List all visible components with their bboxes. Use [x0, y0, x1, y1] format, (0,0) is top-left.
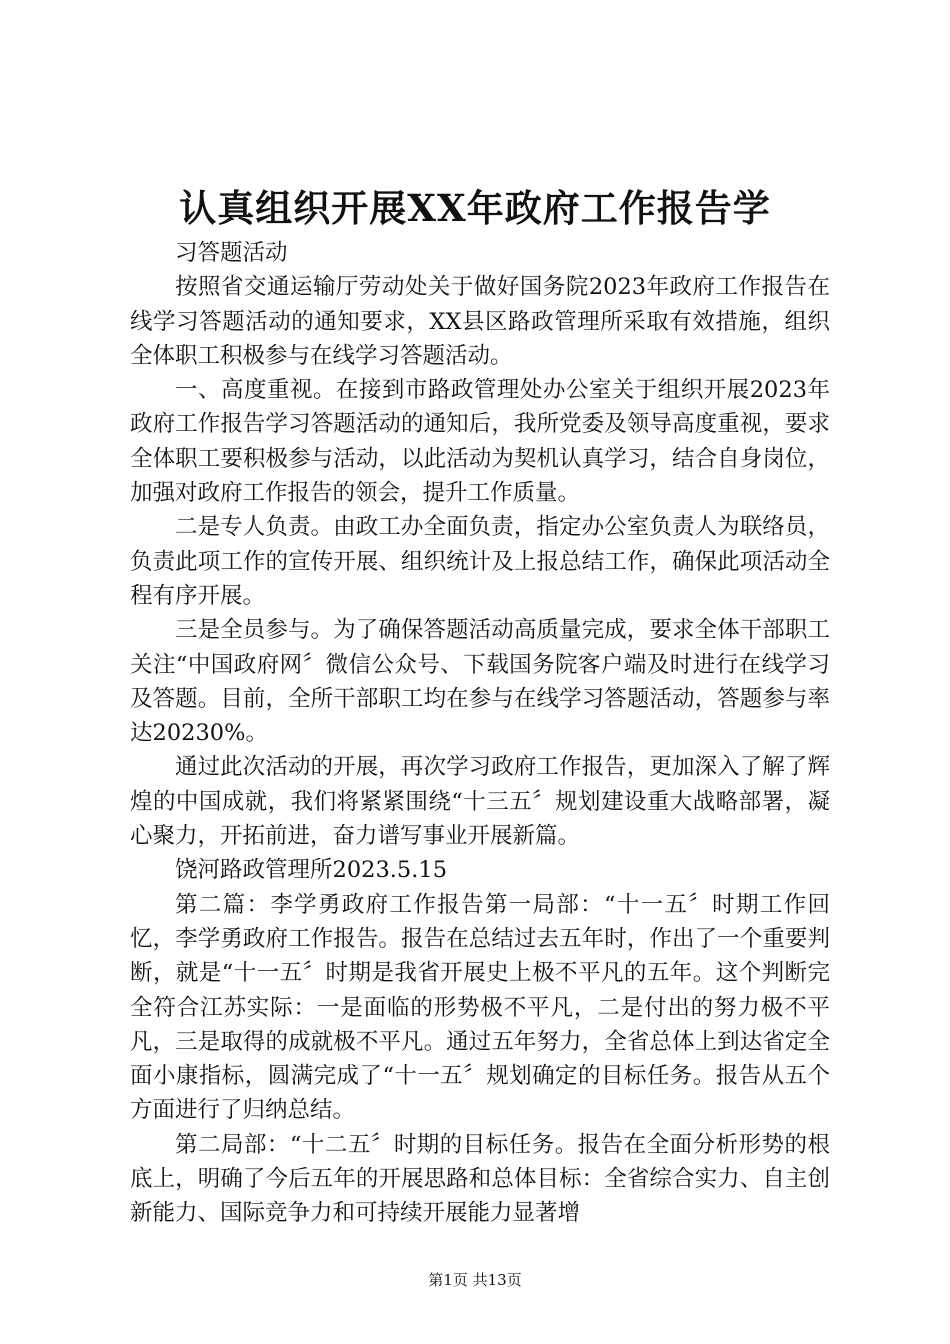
- page-number-footer: 第1页 共13页: [428, 1271, 522, 1289]
- paragraph-conclusion: 通过此次活动的开展，再次学习政府工作报告，更加深入了解了辉煌的中国成就，我们将紧紧围绕“十三五〞规划建设重大战略部署，凝心聚力，开拓前进，奋力谱写事业开展新篇。: [130, 754, 830, 850]
- paragraph-point-one: 一、高度重视。在接到市路政管理处办公室关于组织开展2023年政府工作报告学习答题活动的通知后，我所党委及领导高度重视，要求全体职工要积极参与活动，以此活动为契机认真学习，结合自身岗位，加强对政府工作报告的领会，提升工作质量。: [130, 377, 830, 507]
- document-title: 认真组织开展XX年政府工作报告学: [179, 186, 771, 230]
- paragraph-second-article-part-two: 第二局部：“十二五〞时期的目标任务。报告在全面分析形势的根底上，明确了今后五年的开展思路和总体目标：全省综合实力、自主创新能力、国际竞争力和可持续开展能力显著增: [130, 1131, 830, 1227]
- paragraph-point-three: 三是全员参与。为了确保答题活动高质量完成，要求全体干部职工关注“中国政府网〞微信公众号、下载国务院客户端及时进行在线学习及答题。目前，全所干部职工均在参与在线学习答题活动，答题参与率达20230%。: [130, 617, 830, 747]
- paragraph-intro: 按照省交通运输厅劳动处关于做好国务院2023年政府工作报告在线学习答题活动的通知要求，XX县区路政管理所采取有效措施，组织全体职工积极参与在线学习答题活动。: [130, 274, 830, 369]
- document-body: [130, 236, 830, 1231]
- paragraph-point-two: 二是专人负责。由政工办全面负责，指定办公室负责人为联络员，负责此项工作的宣传开展、组织统计及上报总结工作，确保此项活动全程有序开展。: [130, 514, 830, 609]
- paragraph-signature: 饶河路政管理所2023.5.15: [175, 857, 448, 884]
- paragraph-title-continuation: 习答题活动: [175, 240, 288, 266]
- paragraph-second-article-part-one: 第二篇：李学勇政府工作报告第一局部：“十一五〞时期工作回忆，李学勇政府工作报告。报告在总结过去五年时，作出了一个重要判断，就是“十一五〞时期是我省开展史上极不平凡的五年。这个判断完全符合江苏实际：一是面临的形势极不平凡，二是付出的努力极不平凡，三是取得的成就极不平凡。通过五年努力，全省总体上到达省定全面小康指标，圆满完成了“十一五〞规划确定的目标任务。报告从五个方面进行了归纳总结。: [130, 891, 830, 1124]
